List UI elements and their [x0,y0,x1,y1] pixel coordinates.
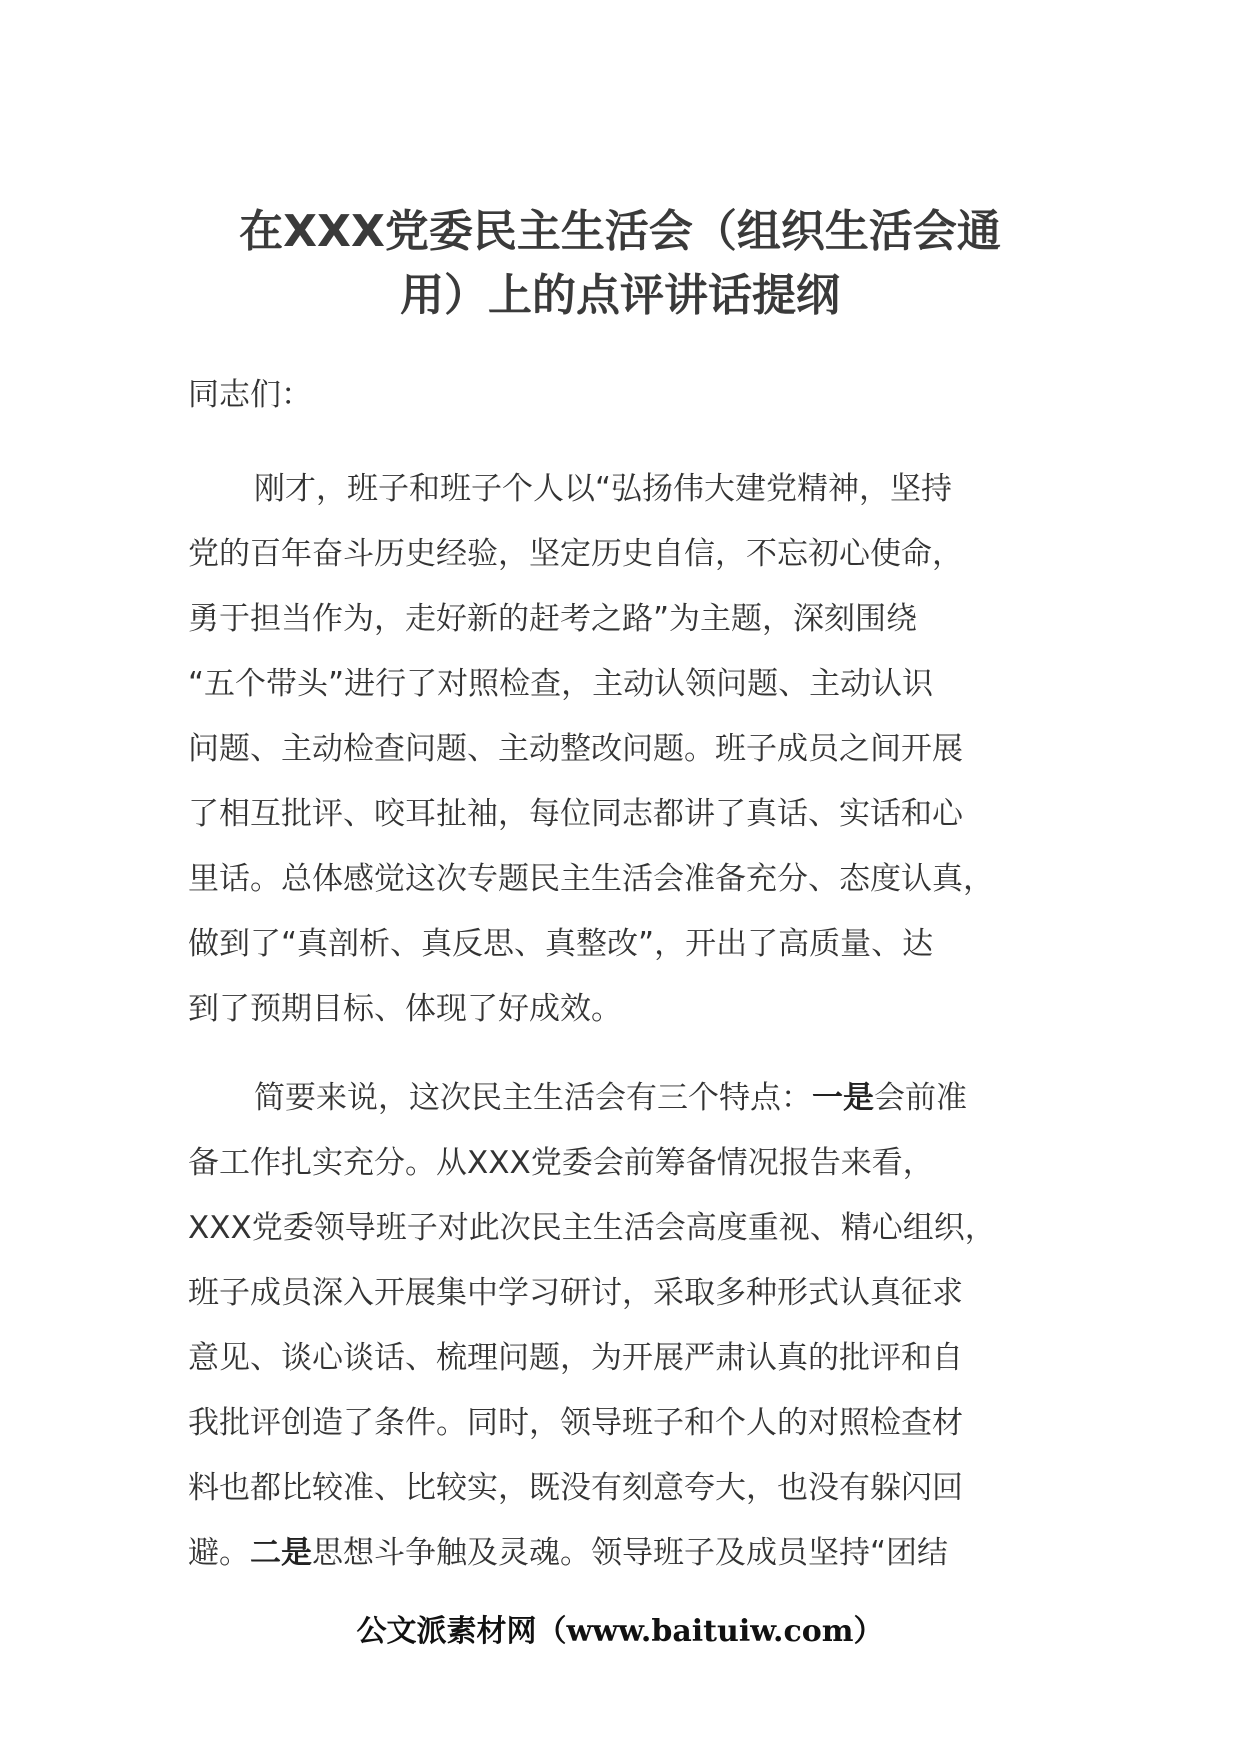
text-line: 里话。总体感觉这次专题民主生活会准备充分、态度认真， [188,861,994,897]
text-line: XXX党委领导班子对此次民主生活会高度重视、精心组织， [188,1210,996,1246]
paragraph-2 [188,1066,1068,1586]
salutation: 同志们： [188,377,312,413]
emphasis-second: 二是 [250,1535,312,1571]
text-line: 我批评创造了条件。同时，领导班子和个人的对照检查材 [188,1405,963,1441]
text-line: “五个带头”进行了对照检查，主动认领问题、主动认识 [188,666,934,702]
paragraph-1 [188,457,1068,1042]
text-line: 备工作扎实充分。从XXX党委会前筹备情况报告来看， [188,1145,934,1181]
text-line [188,1521,1068,1586]
text-run: 简要来说，这次民主生活会有三个特点： [254,1080,812,1116]
text-line: 料也都比较准、比较实，既没有刻意夸大，也没有躲闪回 [188,1470,963,1506]
footer-source: 公文派素材网（www.baituiw.com） [356,1614,884,1649]
text-line: 问题、主动检查问题、主动整改问题。班子成员之间开展 [188,731,963,767]
text-run: 会前准 [874,1080,967,1116]
title-line: 在XXX党委民主生活会（组织生活会通 [239,206,1001,257]
title-line: 用）上的点评讲话提纲 [400,270,840,321]
document-title [188,200,1052,328]
text-line [188,1066,1068,1131]
text-line: 勇于担当作为，走好新的赶考之路”为主题，深刻围绕 [188,601,918,637]
text-line: 党的百年奋斗历史经验，坚定历史自信，不忘初心使命， [188,536,963,572]
text-line: 意见、谈心谈话、梳理问题，为开展严肃认真的批评和自 [188,1340,963,1376]
text-run: 思想斗争触及灵魂。领导班子及成员坚持“团结 [312,1535,949,1571]
text-line: 刚才，班子和班子个人以“弘扬伟大建党精神，坚持 [254,471,953,507]
emphasis-first: 一是 [812,1080,874,1116]
text-line: 班子成员深入开展集中学习研讨，采取多种形式认真征求 [188,1275,963,1311]
text-run: 避。 [188,1535,250,1571]
text-line: 了相互批评、咬耳扯袖，每位同志都讲了真话、实话和心 [188,796,963,832]
text-line: 到了预期目标、体现了好成效。 [188,991,622,1027]
text-line: 做到了“真剖析、真反思、真整改”，开出了高质量、达 [188,926,934,962]
